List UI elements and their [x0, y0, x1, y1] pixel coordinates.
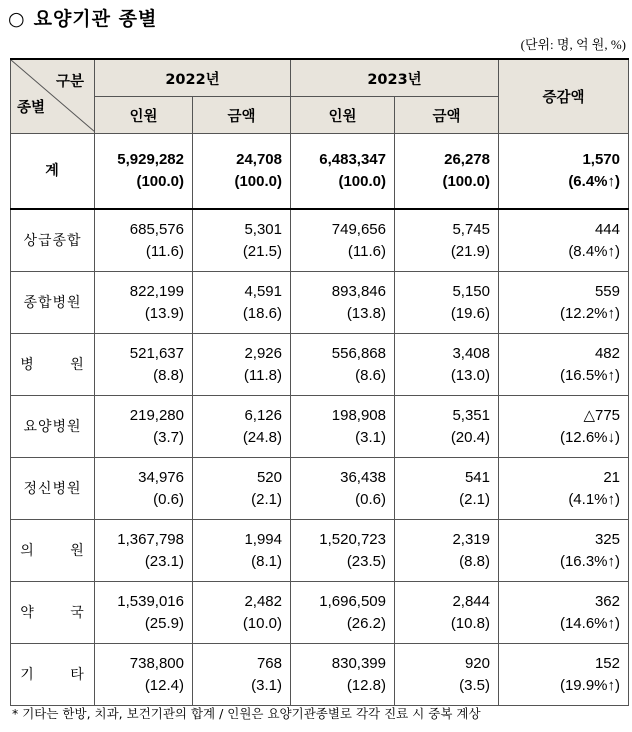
cell-share: (14.6%↑): [559, 614, 620, 632]
cell-value: 5,150: [452, 282, 490, 300]
cell-share: (24.8): [242, 428, 282, 446]
cell-a23: [395, 396, 499, 458]
cell-value: 822,199: [129, 282, 184, 300]
corner-label-category: 구분: [55, 74, 84, 90]
row-label: 기 타: [11, 644, 95, 706]
cell-a23: [395, 134, 499, 210]
cell-a22: [193, 582, 291, 644]
row-label: 계: [11, 134, 95, 210]
cell-value: 5,351: [452, 406, 490, 424]
cell-value: 36,438: [340, 468, 386, 486]
row-label: 병 원: [11, 334, 95, 396]
cell-share: (21.5): [242, 242, 282, 260]
cell-value: 3,408: [452, 344, 490, 362]
cell-share: (18.6): [242, 304, 282, 322]
cell-share: (23.1): [144, 552, 184, 570]
cell-chg: [499, 644, 629, 706]
cell-a22: [193, 334, 291, 396]
cell-value: 556,868: [331, 344, 386, 362]
cell-share: (100.0): [234, 173, 282, 190]
cell-value: 1,994: [244, 530, 282, 548]
statistics-table: [10, 58, 629, 706]
cell-share: (2.1): [251, 490, 282, 508]
cell-value: 2,926: [244, 344, 282, 362]
cell-value: 34,976: [138, 468, 184, 486]
cell-a23: [395, 644, 499, 706]
cell-a23: [395, 272, 499, 334]
cell-share: (100.0): [338, 173, 386, 190]
cell-share: (10.8): [450, 614, 490, 632]
cell-value: 920: [464, 654, 490, 672]
table-row: [11, 458, 629, 520]
cell-value: 5,929,282: [117, 151, 184, 168]
table-row: [11, 582, 629, 644]
change-header: 증감액: [499, 59, 629, 134]
cell-share: (16.5%↑): [559, 366, 620, 384]
cell-a22: [193, 134, 291, 210]
row-label: 종합병원: [11, 272, 95, 334]
year-2023-header: 2023년: [291, 59, 499, 97]
col-people-2022: 인원: [95, 97, 193, 134]
footnote: * 기타는 한방, 치과, 보건기관의 합계 / 인원은 요양기관종별로 각각 진료 시 중복 계상: [12, 706, 481, 721]
header-corner: [11, 59, 95, 134]
cell-value: 6,126: [244, 406, 282, 424]
cell-chg: [499, 272, 629, 334]
cell-chg: [499, 334, 629, 396]
cell-p23: [291, 134, 395, 210]
cell-share: (8.1): [251, 552, 282, 570]
cell-share: (25.9): [144, 614, 184, 632]
cell-value: 24,708: [236, 151, 282, 168]
cell-value: 521,637: [129, 344, 184, 362]
cell-value: 5,745: [452, 220, 490, 238]
cell-share: (8.4%↑): [568, 242, 620, 260]
cell-share: (11.8): [243, 366, 282, 384]
unit-note: (단위: 명, 억 원, %): [520, 37, 626, 52]
cell-value: 768: [256, 654, 282, 672]
row-label: 상급종합: [11, 209, 95, 272]
col-people-2023: 인원: [291, 97, 395, 134]
cell-share: (13.8): [346, 304, 386, 322]
cell-value: 541: [464, 468, 490, 486]
cell-value: 2,844: [452, 592, 490, 610]
cell-chg: [499, 458, 629, 520]
cell-value: 362: [594, 592, 620, 610]
cell-p23: [291, 458, 395, 520]
cell-value: 152: [594, 654, 620, 672]
cell-share: (13.9): [144, 304, 184, 322]
cell-p22: [95, 334, 193, 396]
table-row: [11, 396, 629, 458]
cell-a22: [193, 644, 291, 706]
section-title: [8, 4, 157, 31]
table-body: [11, 134, 629, 706]
cell-share: (12.4): [144, 676, 184, 694]
cell-p23: [291, 582, 395, 644]
cell-value: 6,483,347: [319, 151, 386, 168]
cell-value: 444: [594, 220, 620, 238]
cell-share: (3.1): [251, 676, 282, 694]
row-label: 의 원: [11, 520, 95, 582]
cell-share: (8.6): [355, 366, 386, 384]
cell-p23: [291, 520, 395, 582]
corner-label-type: 종별: [17, 100, 46, 116]
cell-share: (0.6): [355, 490, 386, 508]
cell-share: (19.9%↑): [559, 676, 620, 694]
cell-share: (12.6%↓): [559, 428, 620, 446]
cell-share: (11.6): [145, 242, 184, 260]
cell-share: (8.8): [459, 552, 490, 570]
cell-value: 21: [603, 468, 620, 486]
cell-value: 1,367,798: [117, 530, 184, 548]
cell-share: (10.0): [242, 614, 282, 632]
cell-value: 893,846: [331, 282, 386, 300]
cell-share: (16.3%↑): [559, 552, 620, 570]
bullet-circle: ○: [8, 8, 26, 30]
cell-chg: [499, 520, 629, 582]
cell-a22: [193, 272, 291, 334]
cell-share: (3.7): [153, 428, 184, 446]
cell-value: 325: [594, 530, 620, 548]
cell-share: (3.5): [459, 676, 490, 694]
cell-p22: [95, 644, 193, 706]
cell-share: (100.0): [442, 173, 490, 190]
cell-a23: [395, 458, 499, 520]
cell-value: 1,696,509: [319, 592, 386, 610]
cell-share: (2.1): [459, 490, 490, 508]
cell-p22: [95, 134, 193, 210]
cell-a22: [193, 209, 291, 272]
cell-chg: [499, 582, 629, 644]
cell-p22: [95, 209, 193, 272]
col-amount-2022: 금액: [193, 97, 291, 134]
cell-a23: [395, 582, 499, 644]
cell-value: 520: [256, 468, 282, 486]
table-row: [11, 209, 629, 272]
cell-a22: [193, 458, 291, 520]
cell-value: 749,656: [331, 220, 386, 238]
cell-share: (3.1): [355, 428, 386, 446]
cell-value: 2,482: [244, 592, 282, 610]
table-row: [11, 520, 629, 582]
cell-p23: [291, 334, 395, 396]
cell-value: 2,319: [452, 530, 490, 548]
cell-p22: [95, 582, 193, 644]
cell-value: 4,591: [244, 282, 282, 300]
cell-share: (4.1%↑): [568, 490, 620, 508]
cell-share: (23.5): [346, 552, 386, 570]
cell-value: 1,520,723: [319, 530, 386, 548]
cell-share: (100.0): [136, 173, 184, 190]
cell-p23: [291, 396, 395, 458]
cell-a22: [193, 520, 291, 582]
cell-share: (0.6): [153, 490, 184, 508]
cell-value: 26,278: [444, 151, 490, 168]
cell-share: (20.4): [450, 428, 490, 446]
table-row-total: [11, 134, 629, 210]
cell-p23: [291, 209, 395, 272]
cell-p22: [95, 272, 193, 334]
cell-a23: [395, 334, 499, 396]
cell-value: 830,399: [331, 654, 386, 672]
row-label: 약 국: [11, 582, 95, 644]
cell-share: (12.8): [346, 676, 386, 694]
cell-p22: [95, 520, 193, 582]
table-row: [11, 334, 629, 396]
cell-p23: [291, 272, 395, 334]
cell-a22: [193, 396, 291, 458]
cell-chg: [499, 396, 629, 458]
cell-value: 198,908: [331, 406, 386, 424]
col-amount-2023: 금액: [395, 97, 499, 134]
cell-value: 685,576: [129, 220, 184, 238]
cell-value: 219,280: [129, 406, 184, 424]
table-row: [11, 272, 629, 334]
row-label: 요양병원: [11, 396, 95, 458]
cell-share: (11.6): [347, 242, 386, 260]
cell-value: 738,800: [129, 654, 184, 672]
cell-p22: [95, 458, 193, 520]
cell-value: △775: [583, 406, 620, 424]
cell-p23: [291, 644, 395, 706]
cell-p22: [95, 396, 193, 458]
cell-a23: [395, 520, 499, 582]
cell-a23: [395, 209, 499, 272]
cell-value: 559: [594, 282, 620, 300]
cell-chg: [499, 134, 629, 210]
cell-value: 5,301: [244, 220, 282, 238]
cell-value: 1,539,016: [117, 592, 184, 610]
section-title-text: 요양기관 종별: [33, 8, 158, 30]
cell-share: (26.2): [346, 614, 386, 632]
cell-share: (21.9): [450, 242, 490, 260]
year-2022-header: 2022년: [95, 59, 291, 97]
row-label: 정신병원: [11, 458, 95, 520]
cell-value: 482: [594, 344, 620, 362]
cell-share: (13.0): [450, 366, 490, 384]
cell-value: 1,570: [582, 151, 620, 168]
cell-share: (19.6): [450, 304, 490, 322]
table-row: [11, 644, 629, 706]
cell-share: (8.8): [153, 366, 184, 384]
cell-share: (12.2%↑): [559, 304, 620, 322]
cell-share: (6.4%↑): [568, 173, 620, 190]
cell-chg: [499, 209, 629, 272]
